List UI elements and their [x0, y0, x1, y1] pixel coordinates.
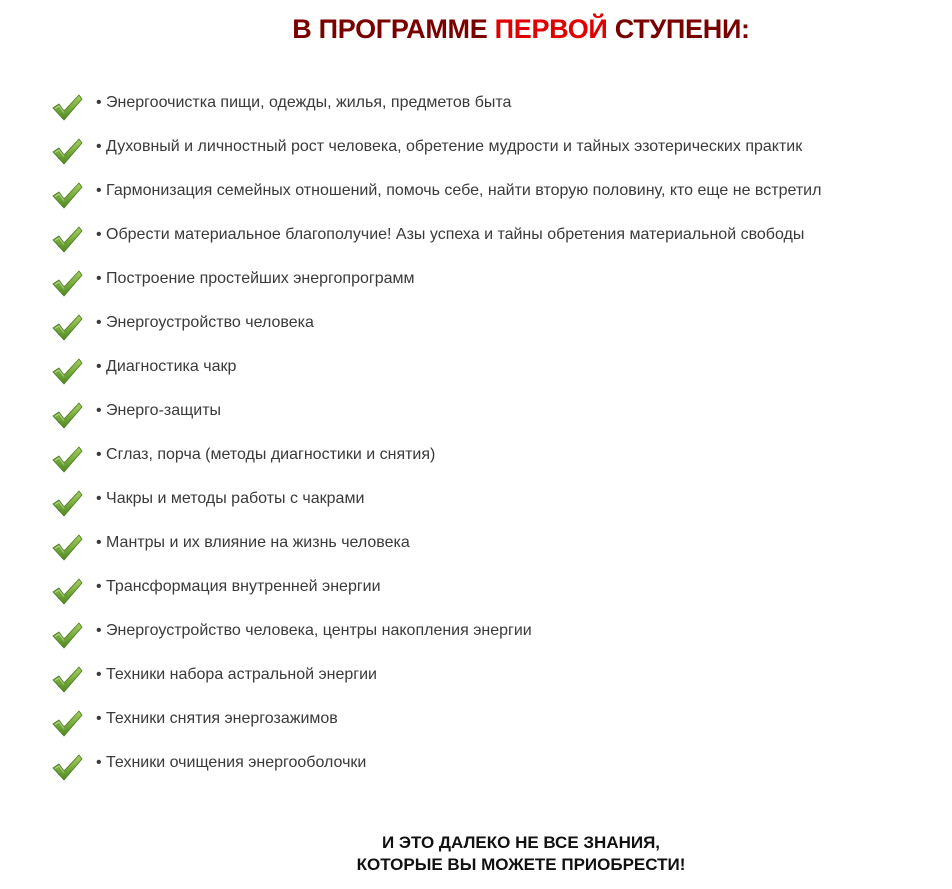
feature-list [50, 88, 821, 792]
checkmark-icon [50, 400, 84, 430]
list-item-text: • Гармонизация семейных отношений, помочь себе, найти вторую половину, кто еще не встретил [96, 182, 822, 199]
checkmark-icon [50, 92, 84, 122]
checkmark-icon [50, 444, 84, 474]
list-item [50, 572, 821, 616]
checkmark-icon [50, 356, 84, 386]
page-title [0, 14, 952, 45]
list-item [50, 88, 821, 132]
list-item [50, 440, 821, 484]
list-item [50, 396, 821, 440]
list-item [50, 220, 821, 264]
list-item [50, 308, 821, 352]
list-item [50, 484, 821, 528]
checkmark-icon [50, 180, 84, 210]
list-item-text: • Духовный и личностный рост человека, обретение мудрости и тайных эзотерических практик [96, 138, 803, 155]
list-item [50, 704, 821, 748]
checkmark-icon [50, 664, 84, 694]
title-part-3: СТУПЕНИ: [607, 14, 750, 44]
footer-line-1: И ЭТО ДАЛЕКО НЕ ВСЕ ЗНАНИЯ, [381, 833, 661, 852]
checkmark-icon [50, 752, 84, 782]
list-item-text: • Построение простейших энергопрограмм [96, 270, 415, 287]
checkmark-icon [50, 488, 84, 518]
list-item [50, 748, 821, 792]
checkmark-icon [50, 268, 84, 298]
list-item-text: • Техники снятия энергозажимов [96, 710, 338, 727]
list-item-text: • Сглаз, порча (методы диагностики и снятия) [96, 446, 436, 463]
list-item-text: • Чакры и методы работы с чакрами [96, 490, 365, 507]
list-item [50, 176, 821, 220]
list-item-text: • Мантры и их влияние на жизнь человека [96, 534, 410, 551]
checkmark-icon [50, 312, 84, 342]
footer-line-2: КОТОРЫЕ ВЫ МОЖЕТЕ ПРИОБРЕСТИ! [356, 855, 686, 874]
list-item-text: • Обрести материальное благополучие! Азы успеха и тайны обретения материальной свободы [96, 226, 805, 243]
list-item [50, 264, 821, 308]
list-item-text: • Энергоочистка пищи, одежды, жилья, предметов быта [96, 94, 512, 111]
list-item [50, 616, 821, 660]
list-item-text: • Энергоустройство человека [96, 314, 314, 331]
list-item-text: • Техники набора астральной энергии [96, 666, 377, 683]
list-item [50, 132, 821, 176]
list-item-text: • Энергоустройство человека, центры накопления энергии [96, 622, 532, 639]
list-item [50, 528, 821, 572]
checkmark-icon [50, 576, 84, 606]
list-item-text: • Техники очищения энергооболочки [96, 754, 367, 771]
list-item-text: • Энерго-защиты [96, 402, 222, 419]
footer-note [0, 832, 952, 876]
list-item [50, 660, 821, 704]
list-item [50, 352, 821, 396]
checkmark-icon [50, 708, 84, 738]
checkmark-icon [50, 620, 84, 650]
checkmark-icon [50, 224, 84, 254]
title-part-1: В ПРОГРАММЕ [292, 14, 495, 44]
title-accent: ПЕРВОЙ [494, 14, 608, 44]
list-item-text: • Диагностика чакр [96, 358, 237, 375]
checkmark-icon [50, 532, 84, 562]
checkmark-icon [50, 136, 84, 166]
list-item-text: • Трансформация внутренней энергии [96, 578, 381, 595]
